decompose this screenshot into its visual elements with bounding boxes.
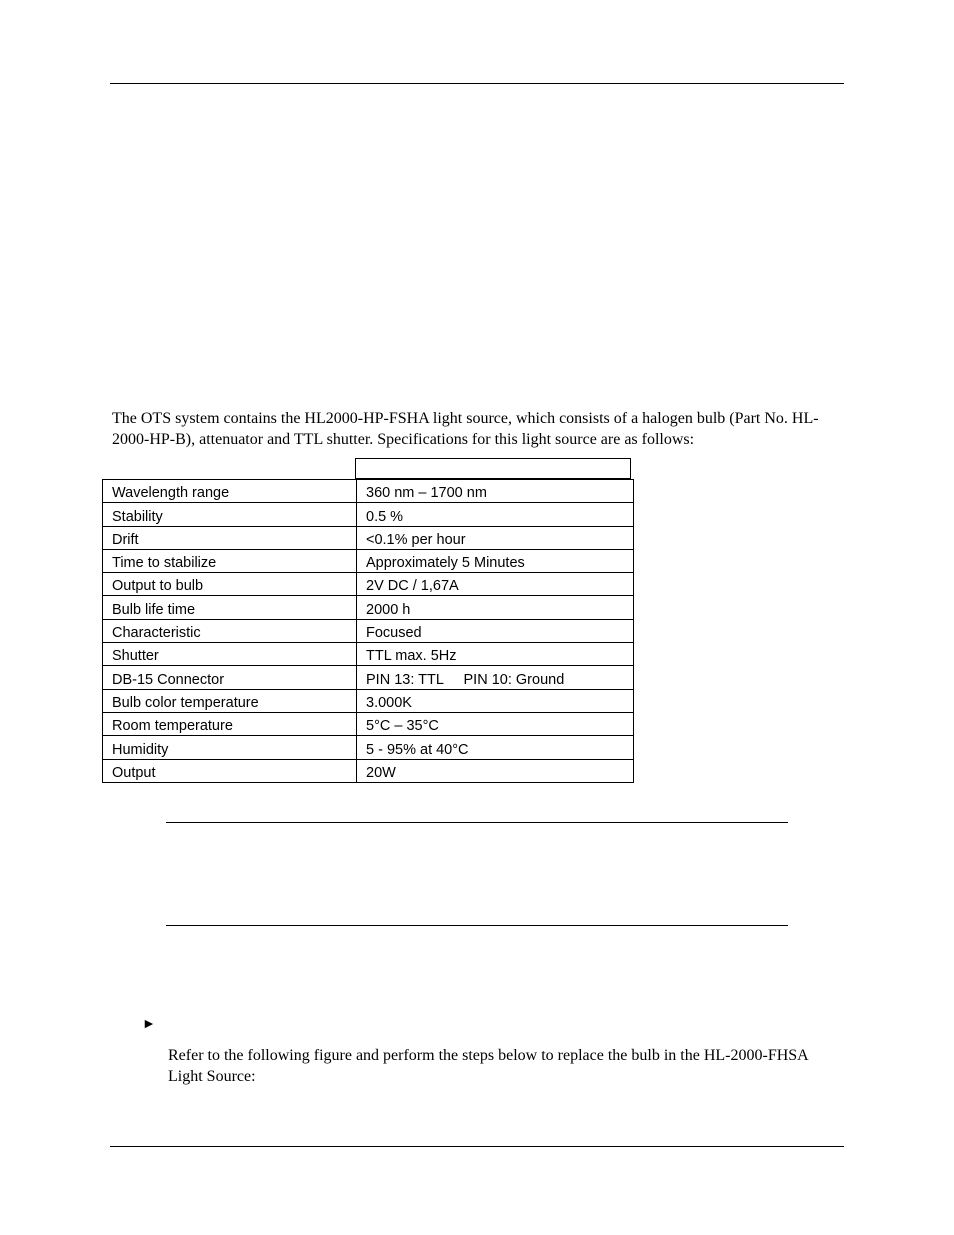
table-row [103, 503, 634, 526]
table-row [103, 619, 634, 642]
intro-paragraph: The OTS system contains the HL2000-HP-FSHA light source, which consists of a halogen bulb (Part No. HL-2000-HP-B), attenuator and TTL shutter. Specifications for this light source are as follows: [112, 410, 819, 448]
table-row [103, 549, 634, 572]
spec-value: TTL max. 5Hz [357, 643, 634, 666]
table-row [103, 573, 634, 596]
specifications-table [102, 479, 634, 783]
spec-value: Focused [357, 619, 634, 642]
table-row [103, 712, 634, 735]
spec-value: PIN 13: TTL PIN 10: Ground [357, 666, 634, 689]
spec-parameter: Shutter [103, 643, 357, 666]
table-row [103, 736, 634, 759]
spec-parameter: Room temperature [103, 712, 357, 735]
spec-parameter: Wavelength range [103, 480, 357, 503]
spec-parameter: DB-15 Connector [103, 666, 357, 689]
procedure-arrow-icon: ► [142, 1017, 156, 1032]
spec-value: 360 nm – 1700 nm [357, 480, 634, 503]
spec-value: 0.5 % [357, 503, 634, 526]
spec-value: Approximately 5 Minutes [357, 549, 634, 572]
table-row [103, 480, 634, 503]
spec-value: 3.000K [357, 689, 634, 712]
header-rule [110, 83, 844, 84]
spec-parameter: Bulb color temperature [103, 689, 357, 712]
note-rule-top [166, 822, 788, 823]
table-row [103, 643, 634, 666]
spec-parameter: Output to bulb [103, 573, 357, 596]
table-row [103, 759, 634, 782]
spec-parameter: Drift [103, 526, 357, 549]
table-row [103, 689, 634, 712]
table-row [103, 666, 634, 689]
note-rule-bottom [166, 925, 788, 926]
table-row [103, 596, 634, 619]
spec-parameter: Time to stabilize [103, 549, 357, 572]
spec-parameter: Output [103, 759, 357, 782]
table-header-cell [355, 458, 631, 479]
spec-value: 5 - 95% at 40°C [357, 736, 634, 759]
spec-parameter: Humidity [103, 736, 357, 759]
footer-rule [110, 1146, 844, 1147]
spec-value: 20W [357, 759, 634, 782]
spec-value: <0.1% per hour [357, 526, 634, 549]
spec-value: 5°C – 35°C [357, 712, 634, 735]
spec-value: 2000 h [357, 596, 634, 619]
spec-parameter: Stability [103, 503, 357, 526]
procedure-paragraph: Refer to the following figure and perform the steps below to replace the bulb in the HL-2000-FHSA Light Source: [168, 1047, 808, 1085]
table-row [103, 526, 634, 549]
spec-parameter: Bulb life time [103, 596, 357, 619]
spec-value: 2V DC / 1,67A [357, 573, 634, 596]
spec-parameter: Characteristic [103, 619, 357, 642]
